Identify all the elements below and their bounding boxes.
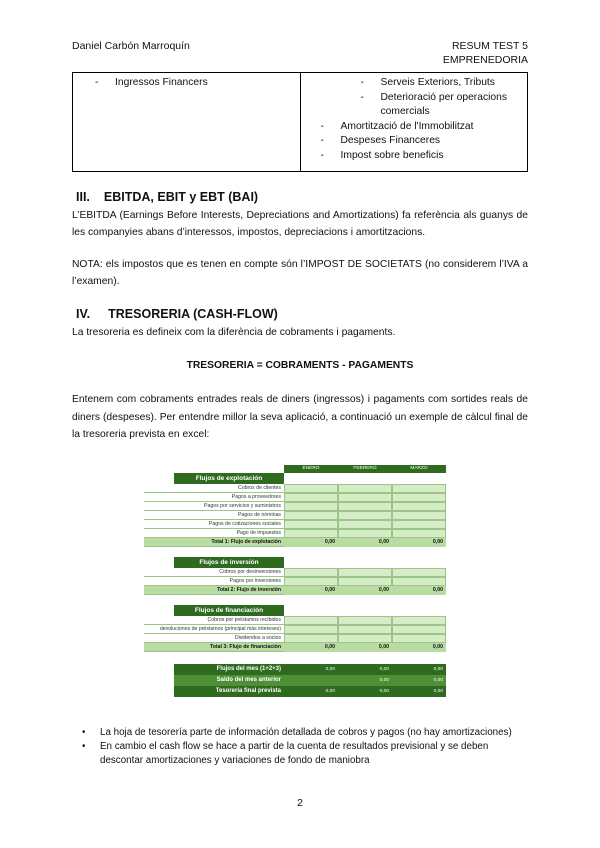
data-cell	[392, 493, 446, 502]
total-value: 0,00	[338, 643, 392, 652]
bullet-item-2: • En cambio el cash flow se hace a partir de la cuenta de resultados previsional y se deben descontar amortizaciones y variaciones de fondo de maniobra	[82, 741, 489, 766]
header-title-line2: EMPRENEDORIA	[442, 54, 528, 66]
spreadsheet-row	[144, 605, 446, 616]
row-label: Pago de impuestos	[144, 529, 284, 538]
section-4-paragraph-2: Entenem com cobraments entrades reals de diners (ingressos) i pagaments com sortides reals de diners (despeses). Per entendre millor la seva aplicació, a continuació un exemple de càlcul final de la tresoreria prevista en excel:	[72, 394, 528, 440]
data-cell	[392, 616, 446, 625]
total-value: 0,00	[284, 643, 338, 652]
list-item: - Despeses Financeres	[320, 135, 441, 146]
data-cell	[392, 634, 446, 643]
row-label: Pagos a proveedores	[144, 493, 284, 502]
month-header: ENERO	[284, 465, 338, 473]
summary-value: 0,00	[338, 664, 392, 675]
data-cell	[284, 529, 338, 538]
total-value: 0,00	[338, 538, 392, 547]
data-cell	[392, 568, 446, 577]
header-author: Daniel Carbón Marroquín	[72, 40, 190, 52]
data-cell	[338, 625, 392, 634]
spreadsheet-row	[144, 643, 446, 652]
list-item: - Serveis Exteriors, Tributs	[360, 77, 495, 88]
data-cell	[338, 568, 392, 577]
data-cell	[338, 634, 392, 643]
summary-value: 0,00	[284, 664, 338, 675]
data-cell	[338, 484, 392, 493]
total-value: 0,00	[338, 586, 392, 595]
total-label: Total 3: Flujo de financiación	[144, 643, 284, 652]
month-header: FEBRERO	[338, 465, 392, 473]
summary-value: 0,00	[392, 675, 446, 686]
data-cell	[392, 577, 446, 586]
data-cell	[392, 511, 446, 520]
section-blank	[392, 473, 446, 484]
spreadsheet-row	[144, 538, 446, 547]
spreadsheet-row	[144, 473, 446, 484]
spreadsheet-row	[144, 664, 446, 675]
data-cell	[392, 529, 446, 538]
spreadsheet-row	[144, 686, 446, 697]
row-label: Pagos por servicios y suministros	[144, 502, 284, 511]
data-cell	[392, 520, 446, 529]
spreadsheet-row	[144, 511, 446, 520]
data-cell	[284, 634, 338, 643]
data-cell	[284, 493, 338, 502]
list-item: - Ingressos Financers	[95, 77, 208, 88]
spreadsheet-row	[144, 493, 446, 502]
total-label: Total 1: Flujo de explotación	[144, 538, 284, 547]
section-3-heading: III. EBITDA, EBIT y EBT (BAI)	[76, 190, 259, 204]
spreadsheet-row	[144, 625, 446, 634]
section-4-heading: IV. TRESORERIA (CASH-FLOW)	[76, 307, 278, 321]
spreadsheet-row	[144, 465, 446, 473]
data-cell	[284, 502, 338, 511]
row-label: Pagos de nóminas	[144, 511, 284, 520]
total-value: 0,00	[284, 538, 338, 547]
spreadsheet-row	[144, 529, 446, 538]
row-label: Dividendos a socios	[144, 634, 284, 643]
total-value: 0,00	[392, 643, 446, 652]
data-cell	[338, 502, 392, 511]
section-blank	[338, 473, 392, 484]
spreadsheet-row	[144, 502, 446, 511]
total-value: 0,00	[392, 538, 446, 547]
data-cell	[284, 625, 338, 634]
data-cell	[392, 502, 446, 511]
table-right-cell	[300, 73, 528, 172]
row-label: Pagos de cotizaciones sociales	[144, 520, 284, 529]
row-label: Cobros de clientes	[144, 484, 284, 493]
summary-value: 0,00	[392, 686, 446, 697]
summary-value: 0,00	[338, 686, 392, 697]
data-cell	[338, 520, 392, 529]
data-cell	[284, 577, 338, 586]
list-item: - Amortització de l'Immobilitzat	[320, 120, 474, 132]
treasury-formula: TRESORERIA = COBRAMENTS - PAGAMENTS	[186, 360, 414, 371]
data-cell	[284, 616, 338, 625]
data-cell	[284, 484, 338, 493]
header-title-line1: RESUM TEST 5	[451, 40, 528, 52]
data-cell	[392, 484, 446, 493]
section-3-paragraph-1: L’EBITDA (Earnings Before Interests, Depreciations and Amortizations) fa referència als guanys de les companyies abans d’interessos, impostos, depreciacions i amortitzacions.	[72, 210, 528, 238]
summary-value: 0,00	[392, 664, 446, 675]
section-blank	[284, 473, 338, 484]
data-cell	[338, 577, 392, 586]
section-3-note: NOTA: els impostos que es tenen en compte són l’IMPOST DE SOCIETATS (no considerem l’IVA a l’examen).	[72, 259, 528, 287]
spreadsheet-row	[144, 557, 446, 568]
bullet-item-1: • La hoja de tesorería parte de información detallada de cobros y pagos (no hay amortizaciones)	[82, 727, 512, 738]
data-cell	[284, 511, 338, 520]
summary-label: Saldo del mes anterior	[174, 675, 284, 686]
summary-label: Flujos del mes (1+2+3)	[174, 664, 284, 675]
spreadsheet-row	[144, 577, 446, 586]
row-label: Pagos por inversiones	[144, 577, 284, 586]
section-4-paragraph-1: La tresoreria es defineix com la diferència de cobraments i pagaments.	[72, 327, 396, 338]
total-label: Total 2: Flujo de inversión	[144, 586, 284, 595]
income-expenses-table	[72, 72, 528, 172]
data-cell	[284, 568, 338, 577]
summary-label: Tesorería final prevista	[174, 686, 284, 697]
data-cell	[338, 493, 392, 502]
spreadsheet-row	[144, 616, 446, 625]
table-left-cell	[73, 73, 301, 172]
data-cell	[392, 625, 446, 634]
spreadsheet-row	[144, 675, 446, 686]
row-label: devoluciones de préstamos (principal más intereses)	[144, 625, 284, 634]
page-number: 2	[297, 797, 303, 809]
spreadsheet-row	[144, 634, 446, 643]
row-label: Cobros por desinversiones	[144, 568, 284, 577]
data-cell	[338, 529, 392, 538]
section-title: Flujos de inversión	[174, 557, 284, 568]
header-doc-title	[443, 40, 528, 66]
spreadsheet-row	[144, 568, 446, 577]
summary-value: 0,00	[284, 686, 338, 697]
section-title: Flujos de financiación	[174, 605, 284, 616]
row-label: Cobros por préstamos recibidos	[144, 616, 284, 625]
month-header: MARZO	[392, 465, 446, 473]
total-value: 0,00	[284, 586, 338, 595]
summary-value	[284, 675, 338, 686]
list-item: - Deterioració per operacions comercials	[360, 91, 507, 117]
data-cell	[338, 511, 392, 520]
section-title: Flujos de explotación	[174, 473, 284, 484]
data-cell	[338, 616, 392, 625]
data-cell	[284, 520, 338, 529]
spreadsheet-row	[144, 484, 446, 493]
spreadsheet-row	[144, 586, 446, 595]
list-item: - Impost sobre beneficis	[320, 149, 444, 161]
spreadsheet-row	[144, 520, 446, 529]
total-value: 0,00	[392, 586, 446, 595]
summary-value: 0,00	[338, 675, 392, 686]
